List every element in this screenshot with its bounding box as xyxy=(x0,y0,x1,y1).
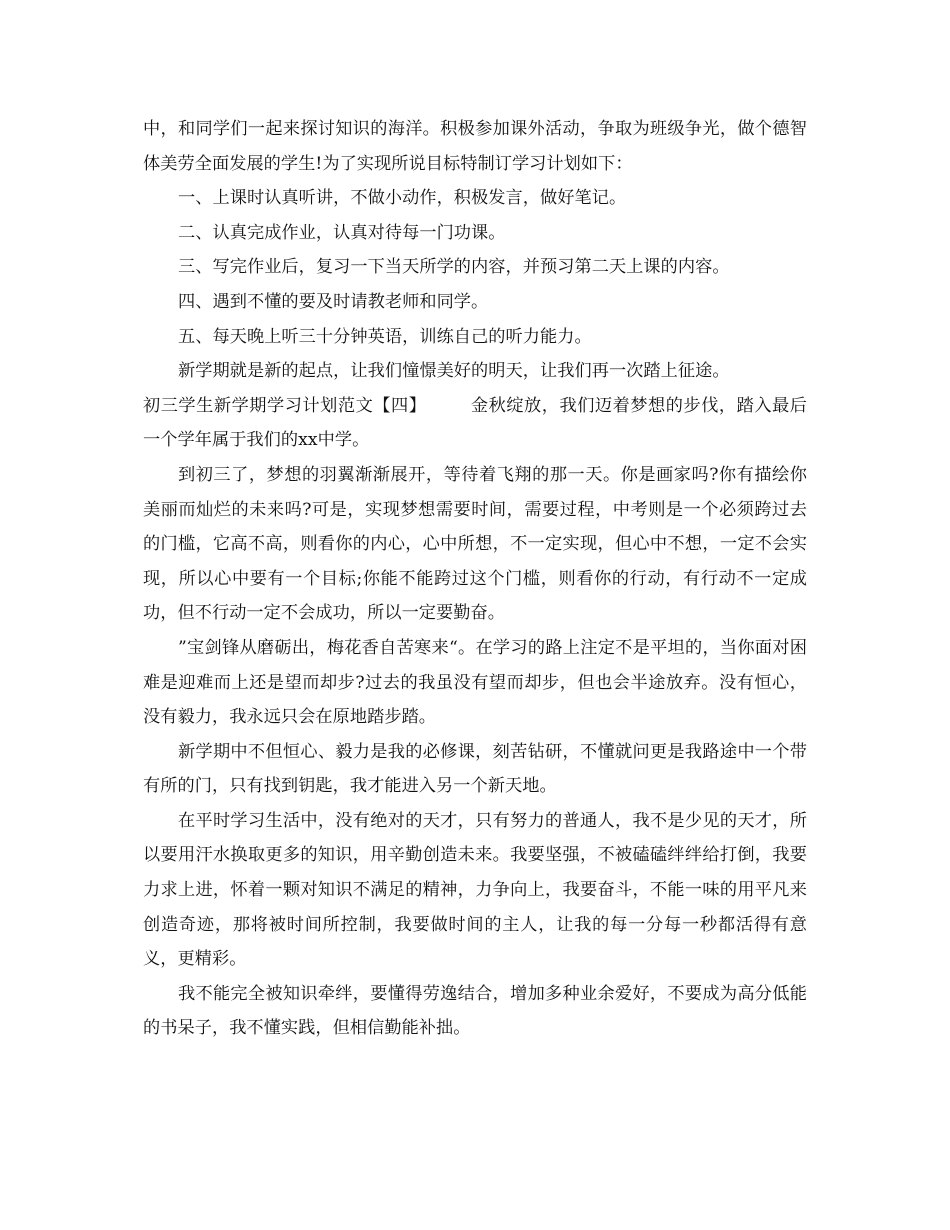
section-paragraph xyxy=(143,389,807,458)
section-heading: 初三学生新学期学习计划范文【四】 xyxy=(143,395,427,416)
body-paragraph-2: ”宝剑锋从磨砺出，梅花香自苦寒来“。在学习的路上注定不是平坦的，当你面对困难是迎难而上还是望而却步?过去的我虽没有望而却步，但也会半途放弃。没有恒心，没有毅力，我永远只会在原地踏步踏。 xyxy=(143,637,807,728)
paragraph-continued: 中，和同学们一起来探讨知识的海洋。积极参加课外活动，争取为班级争光，做个德智体美劳全面发展的学生!为了实现所说目标特制订学习计划如下： xyxy=(143,119,807,174)
plan-item-5: 五、每天晚上听三十分钟英语，训练自己的听力能力。 xyxy=(178,326,592,347)
document-body xyxy=(143,112,807,1046)
plan-item-3: 三、写完作业后，复习一下当天所学的内容，并预习第二天上课的内容。 xyxy=(178,257,730,278)
body-paragraph-5: 我不能完全被知识牵绊，要懂得劳逸结合，增加多种业余爱好，不要成为高分低能的书呆子，我不懂实践，但相信勤能补拙。 xyxy=(143,983,807,1039)
body-paragraph-4: 在平时学习生活中，没有绝对的天才，只有努力的普通人，我不是少见的天才，所以要用汗水换取更多的知识，用辛勤创造未来。我要坚强，不被磕磕绊绊给打倒，我要力求上进，怀着一颗对知识不满足的精神，力争向上，我要奋斗，不能一味的用平凡来创造奇迹，那将被时间所控制，我要做时间的主人，让我的每一分每一秒都活得有意义，更精彩。 xyxy=(143,810,807,970)
plan-item-1: 一、上课时认真听讲，不做小动作，积极发言，做好笔记。 xyxy=(178,188,627,209)
section-intro-text: 金秋绽放，我们迈着梦想的步伐，踏入最后一个学年属于我们的xx中学。 xyxy=(143,395,808,451)
plan-item-2: 二、认真完成作业，认真对待每一门功课。 xyxy=(178,222,506,243)
closing-paragraph: 新学期就是新的起点，让我们憧憬美好的明天，让我们再一次踏上征途。 xyxy=(178,361,730,382)
plan-item-4: 四、遇到不懂的要及时请教老师和同学。 xyxy=(178,291,489,312)
body-paragraph-3: 新学期中不但恒心、毅力是我的必修课，刻苦钻研，不懂就问更是我路途中一个带有所的门，只有找到钥匙，我才能进入另一个新天地。 xyxy=(143,741,807,797)
body-paragraph-1: 到初三了，梦想的羽翼渐渐展开，等待着飞翔的那一天。你是画家吗?你有描绘你美丽而灿烂的未来吗?可是，实现梦想需要时间，需要过程，中考则是一个必须跨过去的门槛，它高不高，则看你的内心，心中所想，不一定实现，但心中不想，一定不会实现，所以心中要有一个目标;你能不能跨过这个门槛，则看你的行动，有行动不一定成功，但不行动一定不会成功，所以一定要勤奋。 xyxy=(143,464,807,624)
